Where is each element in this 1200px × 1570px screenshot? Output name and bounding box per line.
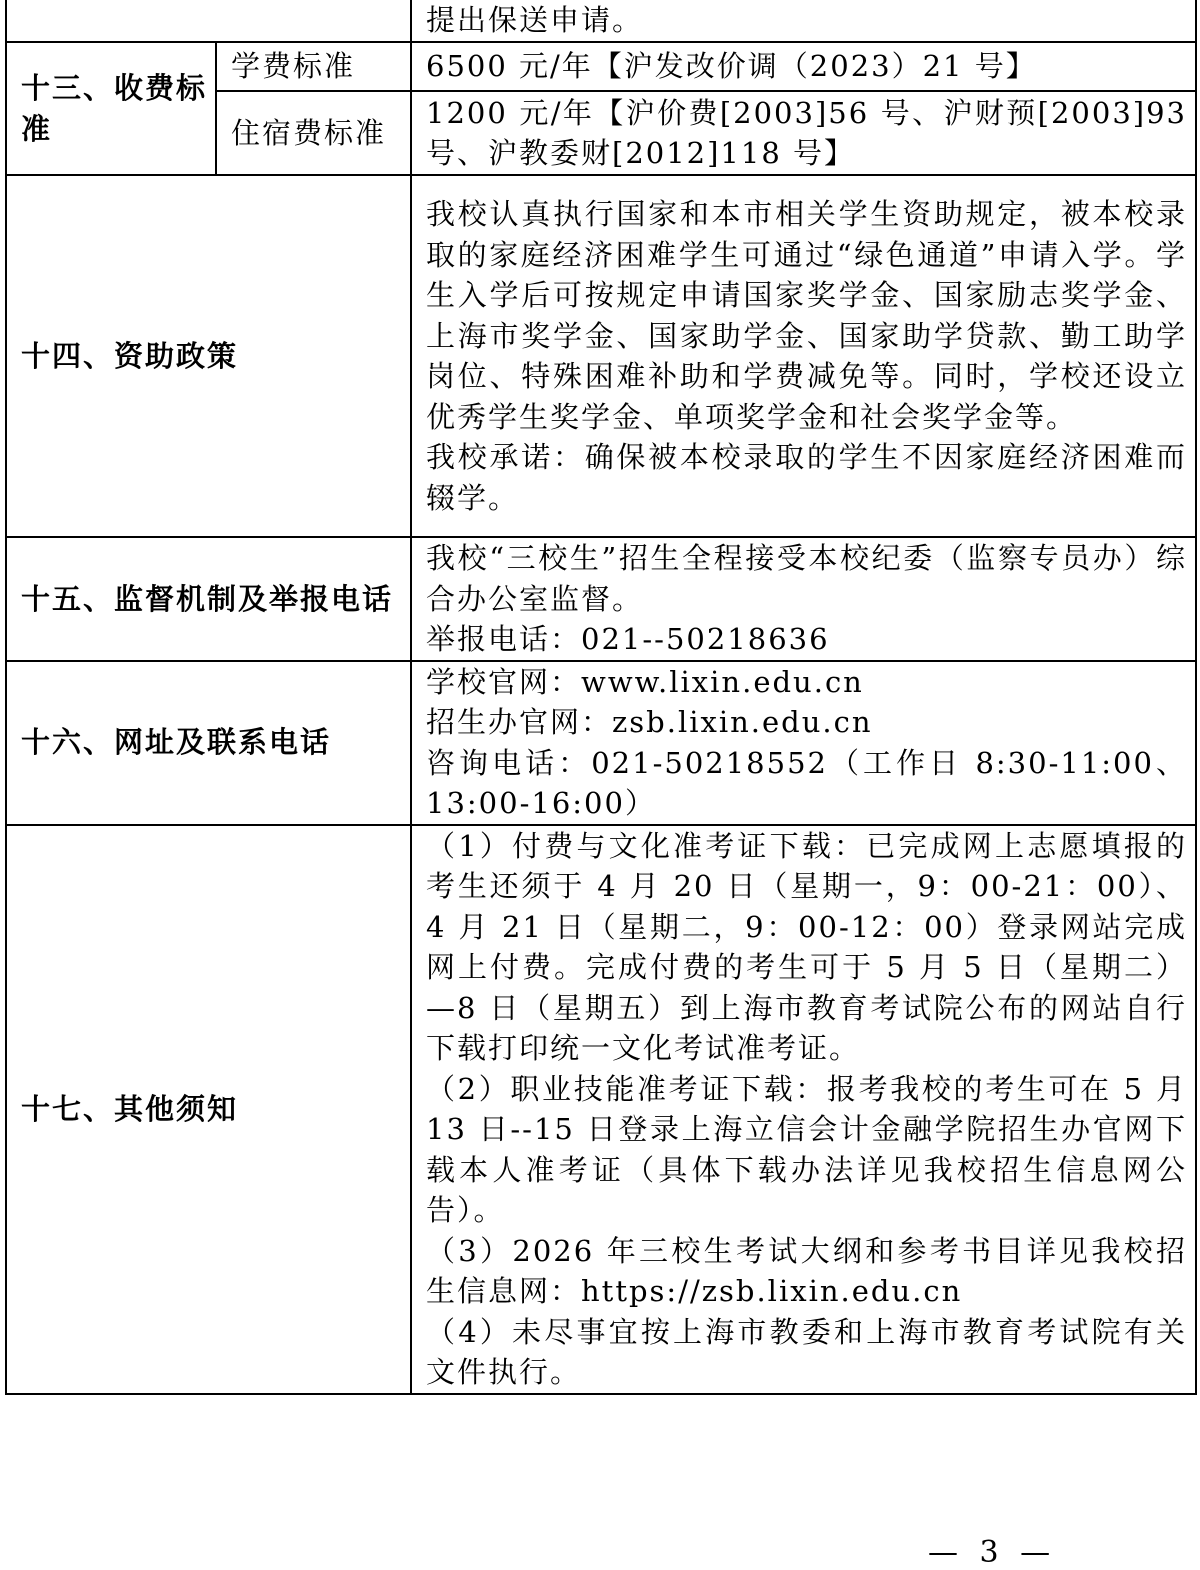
accommodation-fee-value: 1200 元/年【沪价费[2003]56 号、沪财预[2003]93 号、沪教委财[2012]118 号】 [411,91,1196,175]
table-row-13-tuition [6,42,1196,91]
consultation-phone: 咨询电话：021-50218552（工作日 8:30-11:00、13:00-16:00） [426,745,1187,820]
admissions-website: 招生办官网：zsb.lixin.edu.cn [426,705,873,739]
admissions-info-table [5,0,1197,1395]
row-14-label: 十四、资助政策 [6,175,411,537]
note-2-skills-admission-ticket: （2）职业技能准考证下载：报考我校的考生可在 5 月 13 日--15 日登录上海立信会计金融学院招生办官网下载本人准考证（具体下载办法详见我校招生信息网公告）。 [426,1071,1187,1227]
contact-content [411,661,1196,825]
accommodation-fee-label: 住宿费标准 [216,91,411,175]
school-website: 学校官网：www.lixin.edu.cn [426,664,864,699]
note-1-payment-admission-ticket: （1）付费与文化准考证下载：已完成网上志愿填报的考生还须于 4 月 20 日（星期一，9：00-21：00）、4 月 21 日（星期二，9：00-12：00）登录网站完成网上付费。完成付费的考生可于 5 月 5 日（星期二）—8 日（星期五）到上海市教育考试院公布的网站自行下载打印统一文化考试准考证。 [426,828,1187,1065]
supervision-text: 我校“三校生”招生全程接受本校纪委（监察专员办）综合办公室监督。 [426,541,1187,616]
financial-aid-policy-text: 我校认真执行国家和本市相关学生资助规定，被本校录取的家庭经济困难学生可通过“绿色通道”申请入学。学生入学后可按规定申请国家奖学金、国家励志奖学金、上海市奖学金、国家助学金、国家助学贷款、勤工助学岗位、特殊困难补助和学费减免等。同时，学校还设立优秀学生奖学金、单项奖学金和社会奖学金等。 [426,197,1187,434]
note-4-other-matters: （4）未尽事宜按上海市教委和上海市教育考试院有关文件执行。 [426,1314,1187,1389]
row-15-label: 十五、监督机制及举报电话 [6,537,411,661]
tuition-standard-value: 6500 元/年【沪发改价调（2023）21 号】 [411,42,1196,91]
supervision-content [411,537,1196,661]
row-17-label: 十七、其他须知 [6,825,411,1394]
row-16-label: 十六、网址及联系电话 [6,661,411,825]
report-phone: 举报电话：021--50218636 [426,622,830,656]
table-row-16-contact [6,661,1196,825]
table-row-15-supervision [6,537,1196,661]
row-13-label: 十三、收费标准 [6,42,216,175]
financial-aid-content [411,175,1196,537]
tuition-standard-label: 学费标准 [216,42,411,91]
other-notes-content [411,825,1196,1394]
table-row-12-continuation [6,0,1196,42]
table-row-17-other-notes [6,825,1196,1394]
note-3-exam-syllabus: （3）2026 年三校生考试大纲和参考书目详见我校招生信息网：https://zsb.lixin.edu.cn [426,1233,1187,1308]
page-number: — 3 — [928,1535,1057,1570]
table-row-14-financial-aid [6,175,1196,537]
financial-aid-commitment-text: 我校承诺：确保被本校录取的学生不因家庭经济困难而辍学。 [426,440,1187,515]
row-12-content: 提出保送申请。 [411,0,1196,42]
row-12-label-cell [6,0,411,42]
